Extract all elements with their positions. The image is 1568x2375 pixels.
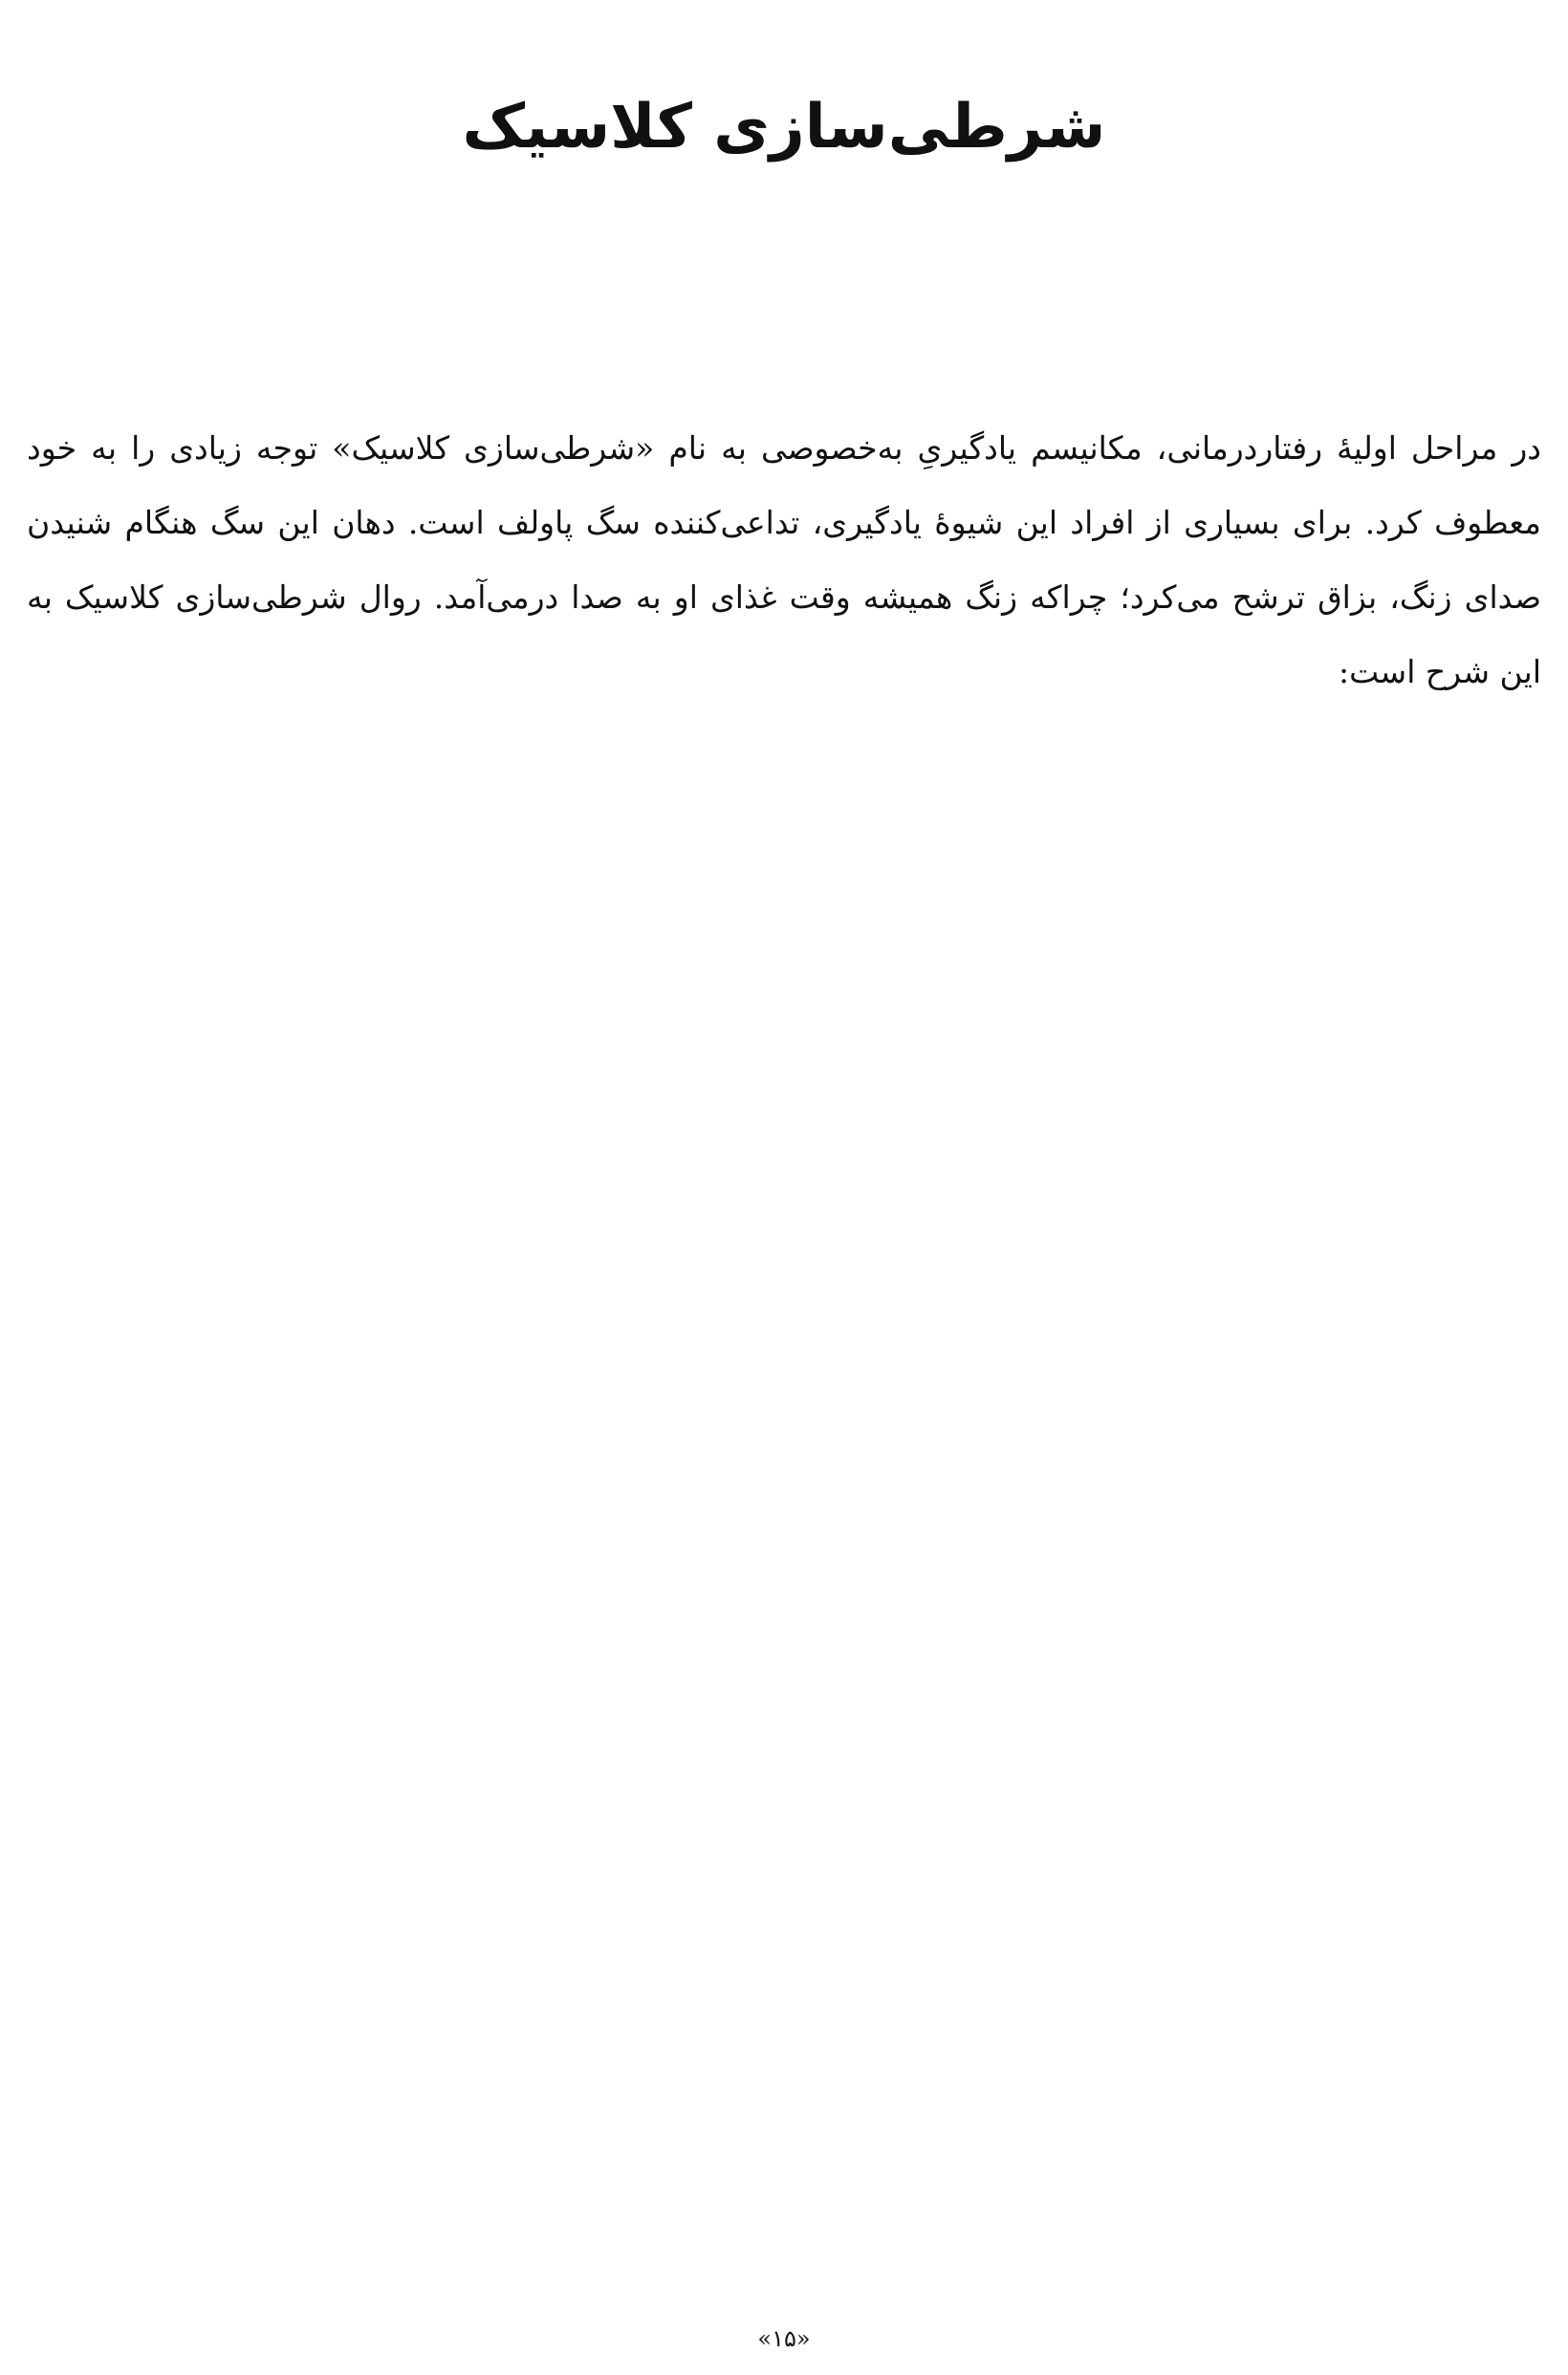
page-title: شرطی‌سازی کلاسیک — [462, 92, 1106, 163]
body-paragraph: در مراحل اولیهٔ رفتاردرمانی، مکانیسم یادگیریِ به‌خصوصی به نام «شرطی‌سازی کلاسیک» توجه زیادی را به خود معطوف کرد. برای بسیاری از افراد این شیوهٔ یادگیری، تداعی‌کننده سگ پاولف است. دهان این سگ هنگام شنیدن صدای زنگ، بزاق ترشح می‌کرد؛ چراکه زنگ همیشه وقت غذای او به صدا درمی‌آمد. روال شرطی‌سازی کلاسیک به این شرح است: — [27, 429, 1541, 690]
page-number: «۱۵» — [757, 2325, 811, 2352]
